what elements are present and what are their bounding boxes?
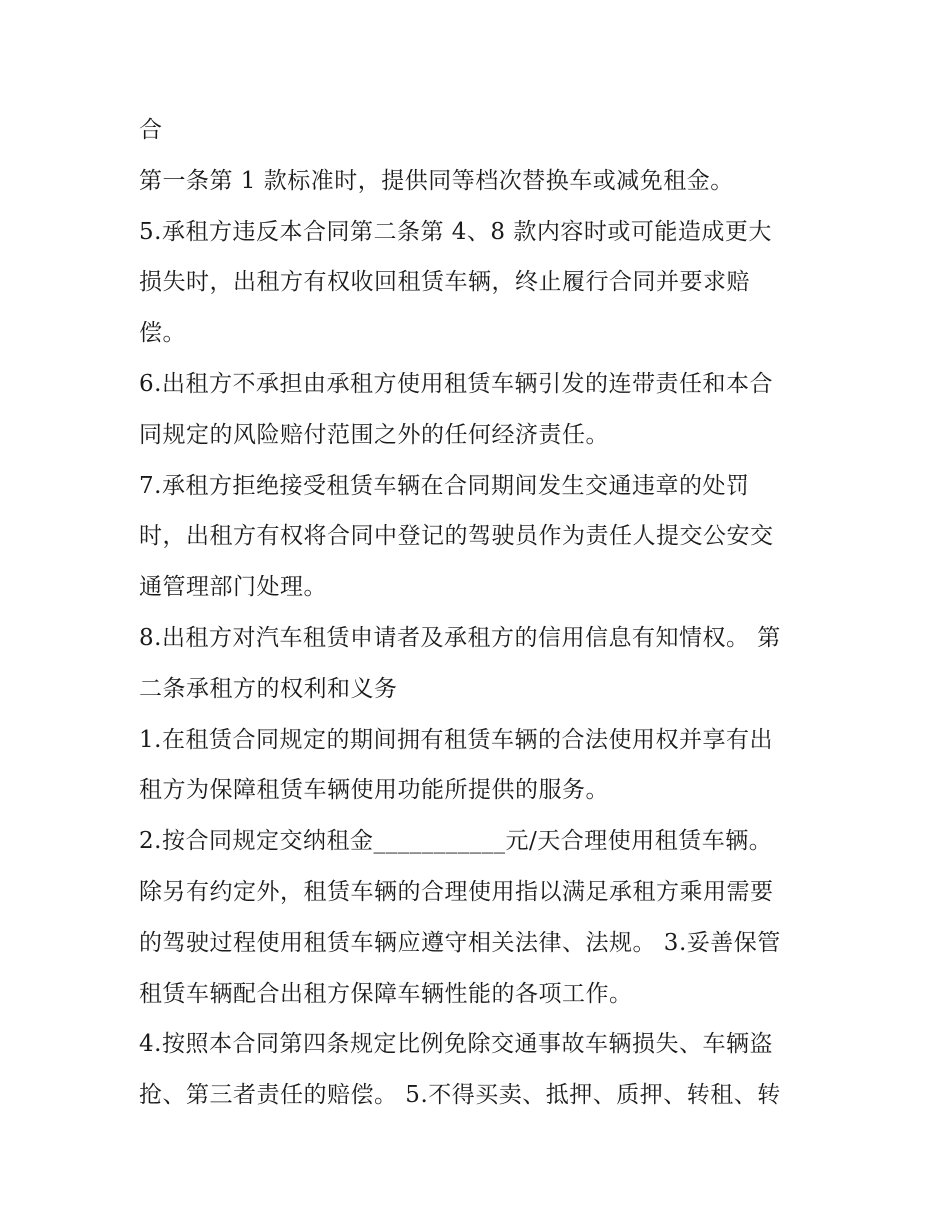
- text-line: 租赁车辆配合出租方保障车辆性能的各项工作。: [139, 980, 633, 1007]
- text-line: 6.出租方不承担由承租方使用租赁车辆引发的连带责任和本合: [139, 370, 773, 397]
- text-line: 偿。: [139, 320, 186, 347]
- text-line: 2.按合同规定交纳租金___________元/天合理使用租赁车辆。: [139, 828, 773, 855]
- text-line: 时，出租方有权将合同中登记的驾驶员作为责任人提交公安交: [139, 523, 774, 550]
- text-line: 7.承租方拒绝接受租赁车辆在合同期间发生交通违章的处罚: [139, 472, 750, 499]
- text-line: 合: [139, 117, 163, 143]
- text-line: 抢、第三者责任的赔偿。 5.不得买卖、抵押、质押、转租、转: [139, 1082, 781, 1109]
- text-line: 8.出租方对汽车租赁申请者及承租方的信用信息有知情权。 第: [139, 624, 781, 651]
- text-line: 租方为保障租赁车辆使用功能所提供的服务。: [139, 777, 609, 804]
- text-line: 第一条第 1 款标准时，提供同等档次替换车或减免租金。: [139, 167, 734, 194]
- text-line: 5.承租方违反本合同第二条第 4、8 款内容时或可能造成更大: [139, 218, 772, 245]
- text-line: 通管理部门处理。: [139, 574, 327, 601]
- text-line: 1.在租赁合同规定的期间拥有租赁车辆的合法使用权并享有出: [139, 726, 773, 753]
- text-line: 二条承租方的权利和义务: [139, 675, 398, 702]
- text-line: 同规定的风险赔付范围之外的任何经济责任。: [139, 421, 609, 448]
- text-line: 损失时，出租方有权收回租赁车辆，终止履行合同并要求赔: [139, 269, 750, 296]
- text-line: 4.按照本合同第四条规定比例免除交通事故车辆损失、车辆盗: [139, 1031, 773, 1058]
- text-line: 除另有约定外，租赁车辆的合理使用指以满足承租方乘用需要: [139, 878, 774, 905]
- text-line: 的驾驶过程使用租赁车辆应遵守相关法律、法规。 3.妥善保管: [139, 929, 781, 956]
